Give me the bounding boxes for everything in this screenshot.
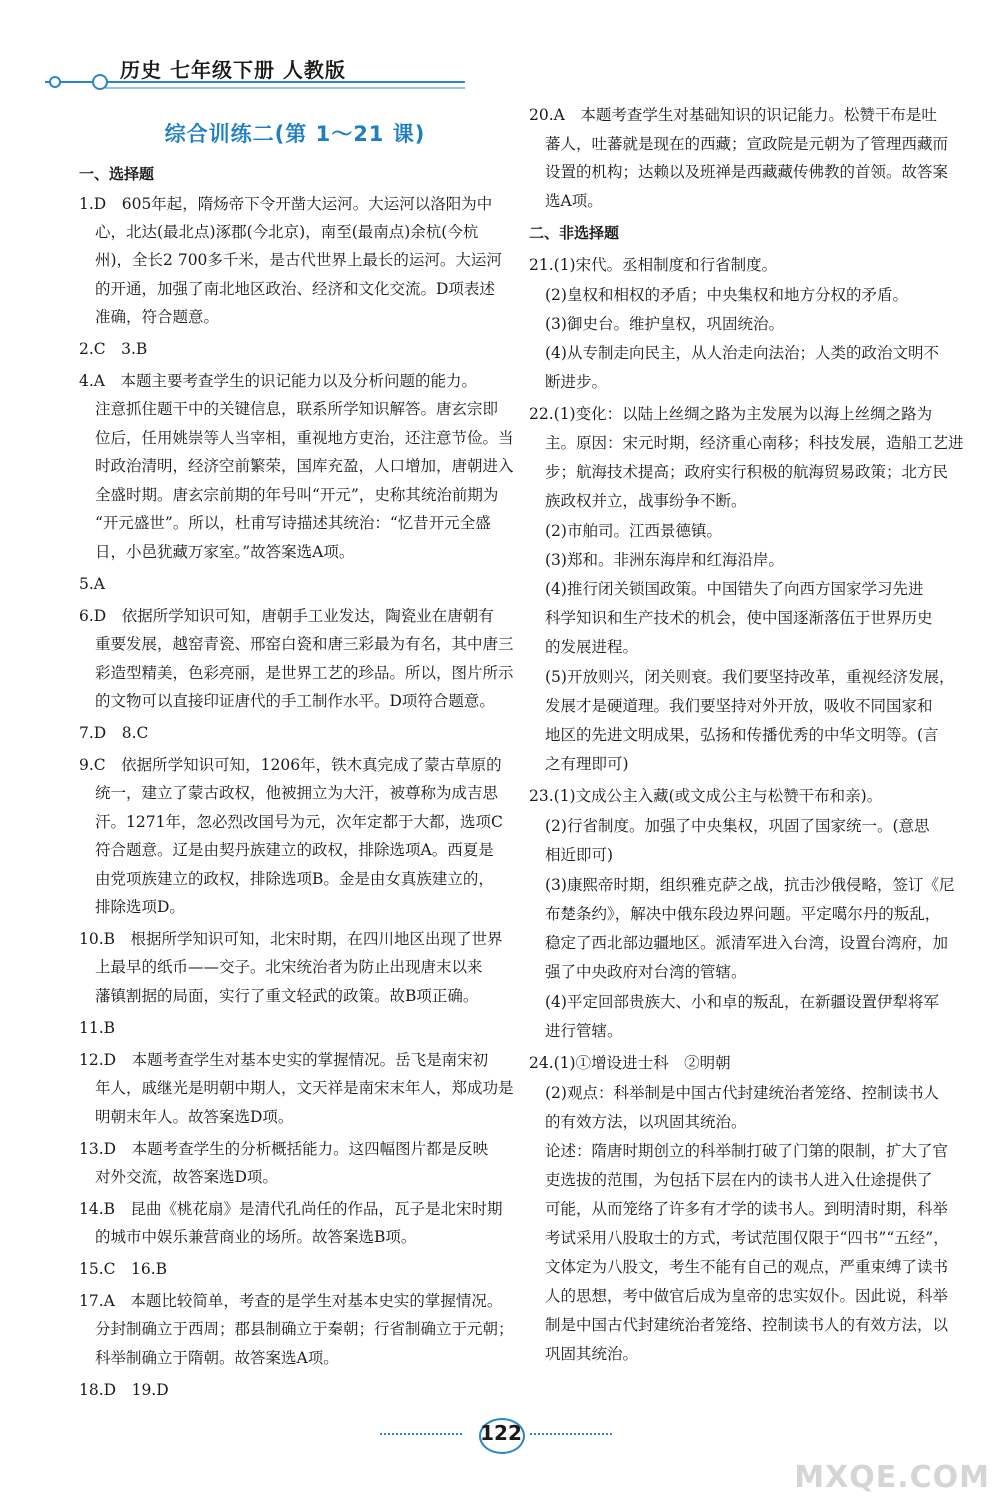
text-line: 4.A 本题主要考查学生的识记能力以及分析问题的能力。	[79, 372, 477, 390]
page-number: 122	[480, 1421, 522, 1445]
text-line: 强了中央政府对台湾的管辖。	[545, 963, 747, 981]
text-line: 进行管辖。	[545, 1022, 623, 1040]
text-line: 1.D 605年起，隋炀帝下令开凿大运河。大运河以洛阳为中	[79, 195, 493, 213]
text-line: (3)御史台。维护皇权，巩固统治。	[545, 315, 784, 333]
text-line: 考试采用八股取士的方式，考试范围仅限于“四书”“五经”，	[545, 1229, 949, 1247]
text-line: (4)平定回部贵族大、小和卓的叛乱，在新疆设置伊犁将军	[545, 993, 939, 1011]
text-line: 24.(1)①增设进士科 ②明朝	[529, 1054, 731, 1072]
text-line: (3)郑和。非洲东海岸和红海沿岸。	[545, 551, 784, 569]
text-line: 藩镇割据的局面，实行了重文轻武的政策。故B项正确。	[95, 987, 479, 1005]
text-line: 汗。1271年，忽必烈改国号为元，次年定都于大都，选项C	[95, 813, 503, 831]
text-line: 主。原因：宋元时期，经济重心南移；科技发展，造船工艺进	[545, 434, 964, 452]
text-line: 吏选拔的范围，为包括下层在内的读书人进入仕途提供了	[545, 1171, 933, 1189]
text-line: 的城市中娱乐兼营商业的场所。故答案选B项。	[95, 1228, 417, 1246]
text-line: 制是中国古代封建统治者笼络、控制读书人的有效方法，以	[545, 1316, 949, 1334]
text-line: 位后，任用姚崇等人当宰相，重视地方吏治，还注意节俭。当	[95, 429, 514, 447]
text-line: (4)从专制走向民主，从人治走向法治；人类的政治文明不	[545, 344, 939, 362]
text-line: 统一，建立了蒙古政权，他被拥立为大汗，被尊称为成吉思	[95, 784, 499, 802]
text-line: (2)行省制度。加强了中央集权，巩固了国家统一。(意思	[545, 817, 930, 835]
text-line: 族政权并立，战事纷争不断。	[545, 492, 747, 510]
text-line: (2)观点：科举制是中国古代封建统治者笼络、控制读书人	[545, 1084, 939, 1102]
text-line: 年人，戚继光是明朝中期人，文天祥是南宋末年人，郑成功是	[95, 1079, 514, 1097]
text-line: 稳定了西北部边疆地区。派清军进入台湾，设置台湾府，加	[545, 934, 949, 952]
text-line: 科举制确立于隋朝。故答案选A项。	[95, 1349, 339, 1367]
text-line: 选A项。	[545, 192, 603, 210]
text-line: 时政治清明，经济空前繁荣，国库充盈，人口增加，唐朝进入	[95, 457, 514, 475]
text-line: 彩造型精美，色彩亮丽，是世界工艺的珍品。所以，图片所示	[95, 664, 514, 682]
text-line: 17.A 本题比较简单，考查的是学生对基本史实的掌握情况。	[79, 1292, 503, 1310]
text-line: 之有理即可)	[545, 755, 629, 773]
text-line: 15.C 16.B	[79, 1260, 168, 1278]
text-line: 符合题意。辽是由契丹族建立的政权，排除选项A。西夏是	[95, 841, 494, 859]
text-line: 12.D 本题考查学生对基本史实的掌握情况。岳飞是南宋初	[79, 1051, 489, 1069]
text-line: 20.A 本题考查学生对基础知识的识记能力。松赞干布是吐	[529, 106, 937, 124]
text-line: 巩固其统治。	[545, 1345, 639, 1363]
text-line: 5.A	[79, 575, 105, 593]
text-line: 排除选项D。	[95, 898, 185, 916]
text-line: 7.D 8.C	[79, 724, 149, 742]
text-line: 日，小邑犹藏万家室。”故答案选A项。	[95, 543, 355, 561]
text-line: “开元盛世”。所以，杜甫写诗描述其统治：“忆昔开元全盛	[95, 514, 491, 532]
watermark	[794, 1395, 990, 1495]
text-line: 论述：隋唐时期创立的科举制打破了门第的限制，扩大了官	[545, 1142, 949, 1160]
text-line: (5)开放则兴，闭关则衰。我们要坚持改革，重视经济发展，	[545, 668, 955, 686]
text-line: 的有效方法，以巩固其统治。	[545, 1113, 747, 1131]
text-line: 23.(1)文成公主入藏(或文成公主与松赞干布和亲)。	[529, 787, 883, 805]
footer-dotted-line-right	[530, 1433, 612, 1435]
text-line: 13.D 本题考查学生的分析概括能力。这四幅图片都是反映	[79, 1140, 489, 1158]
text-line: 明朝末年人。故答案选D项。	[95, 1108, 294, 1126]
page-footer	[380, 1408, 620, 1458]
section-heading: 一、选择题	[79, 165, 155, 183]
text-line: (2)皇权和相权的矛盾；中央集权和地方分权的矛盾。	[545, 286, 908, 304]
text-line: 文体定为八股文，考生不能有自己的观点，严重束缚了读书	[545, 1258, 949, 1276]
text-line: 9.C 依据所学知识可知，1206年，铁木真完成了蒙古草原的	[79, 756, 502, 774]
text-line: 断进步。	[545, 373, 608, 391]
text-line: 的发展进程。	[545, 638, 639, 656]
text-line: 步；航海技术提高；政府实行积极的航海贸易政策；北方民	[545, 463, 949, 481]
text-line: (2)市舶司。江西景德镇。	[545, 522, 722, 540]
text-line: 的文物可以直接印证唐代的手工制作水平。D项符合题意。	[95, 692, 495, 710]
text-line: 蕃人，吐蕃就是现在的西藏；宣政院是元朝为了管理西藏而	[545, 135, 949, 153]
text-line: 对外交流，故答案选D项。	[95, 1168, 278, 1186]
text-line: (4)推行闭关锁国政策。中国错失了向西方国家学习先进	[545, 580, 924, 598]
text-line: 重要发展，越窑青瓷、邢窑白瓷和唐三彩最为有名，其中唐三	[95, 635, 514, 653]
text-line: 的开通，加强了南北地区政治、经济和文化交流。D项表述	[95, 280, 495, 298]
watermark-text: MXQE.COM	[794, 1460, 990, 1495]
text-line: 注意抓住题干中的关键信息，联系所学知识解答。唐玄宗即	[95, 400, 499, 418]
text-line: 全盛时期。唐玄宗前期的年号叫“开元”，史称其统治前期为	[95, 486, 499, 504]
text-line: 发展才是硬道理。我们要坚持对外开放，吸收不同国家和	[545, 697, 933, 715]
text-line: 相近即可)	[545, 846, 614, 864]
text-line: 人的思想，考中做官后成为皇帝的忠实奴仆。因此说，科举	[545, 1287, 949, 1305]
text-line: 心，北达(最北点)涿郡(今北京)，南至(最南点)余杭(今杭	[95, 223, 479, 241]
text-line: 科学知识和生产技术的机会，使中国逐渐落伍于世界历史	[545, 609, 933, 627]
text-line: 可能，从而笼络了许多有才学的读书人。到明清时期，科举	[545, 1200, 949, 1218]
text-line: 由党项族建立的政权，排除选项B。金是由女真族建立的，	[95, 870, 494, 888]
text-line: 州)，全长2 700多千米，是古代世界上最长的运河。大运河	[95, 251, 502, 269]
text-line: 上最早的纸币——交子。北宋统治者为防止出现唐末以来	[95, 958, 483, 976]
text-line: 准确，符合题意。	[95, 308, 220, 326]
text-line: 14.B 昆曲《桃花扇》是清代孔尚任的作品，瓦子是北宋时期	[79, 1200, 503, 1218]
text-line: 18.D 19.D	[79, 1381, 169, 1399]
header-title: 历史 七年级下册 人教版	[120, 58, 346, 82]
text-line: (3)康熙帝时期，组织雅克萨之战，抗击沙俄侵略，签订《尼	[545, 876, 955, 894]
text-line: 22.(1)变化：以陆上丝绸之路为主发展为以海上丝绸之路为	[529, 405, 933, 423]
footer-dotted-line-left	[380, 1433, 462, 1435]
page-header	[45, 52, 465, 102]
page-title: 综合训练二(第 1～21 课)	[164, 122, 426, 146]
text-line: 6.D 依据所学知识可知，唐朝手工业发达，陶瓷业在唐朝有	[79, 607, 494, 625]
text-line: 21.(1)宋代。丞相制度和行省制度。	[529, 256, 778, 274]
section-heading: 二、非选择题	[529, 224, 620, 242]
text-line: 设置的机构；达赖以及班禅是西藏藏传佛教的首领。故答案	[545, 163, 949, 181]
text-line: 布楚条约》，解决中俄东段边界问题。平定噶尔丹的叛乱，	[545, 905, 941, 923]
text-line: 地区的先进文明成果，弘扬和传播优秀的中华文明等。(言	[545, 726, 939, 744]
text-line: 11.B	[79, 1019, 116, 1037]
text-line: 2.C 3.B	[79, 340, 148, 358]
text-line: 分封制确立于西周；郡县制确立于秦朝；行省制确立于元朝；	[95, 1320, 514, 1338]
text-line: 10.B 根据所学知识可知，北宋时期，在四川地区出现了世界	[79, 930, 503, 948]
